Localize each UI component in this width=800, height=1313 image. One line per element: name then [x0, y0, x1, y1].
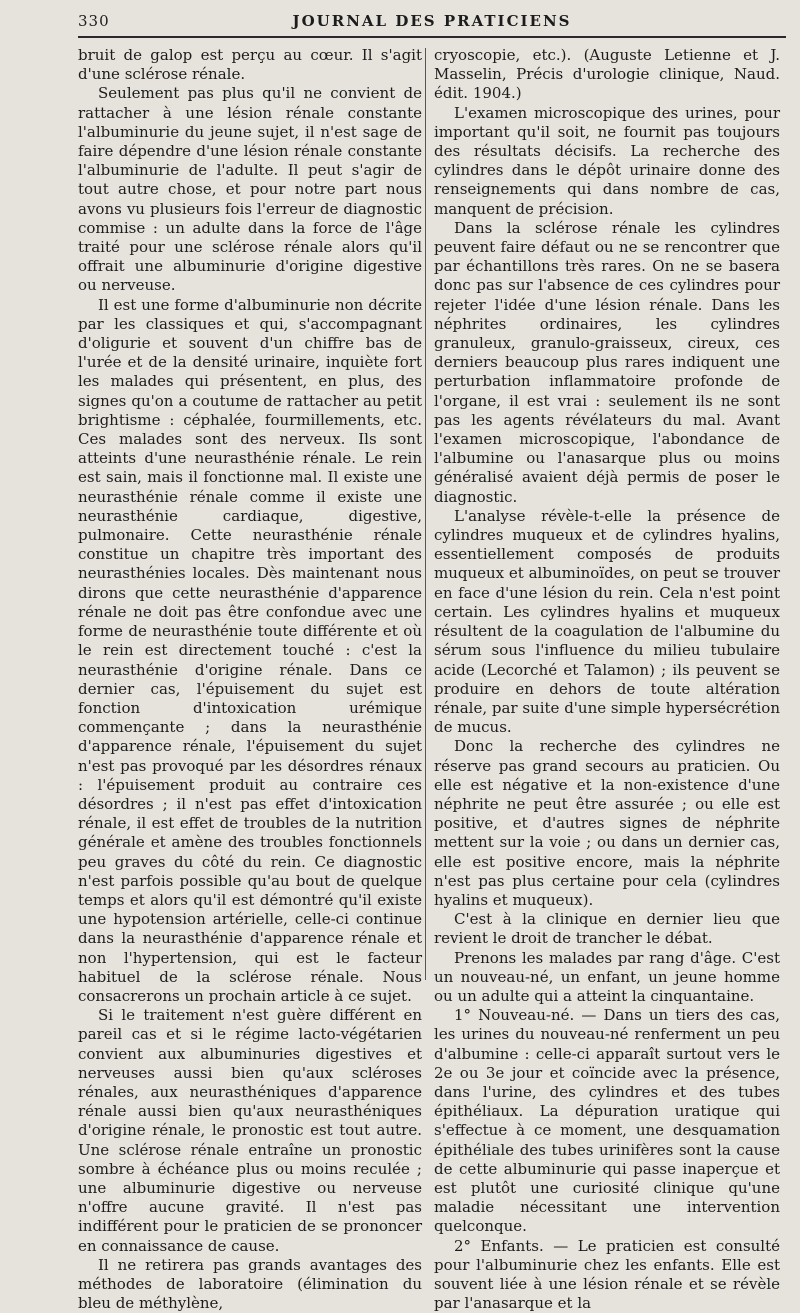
- paragraph: C'est à la clinique en dernier lieu que revient le droit de trancher le débat.: [434, 910, 780, 948]
- paragraph: cryoscopie, etc.). (Auguste Letienne et J. Masselin, Précis d'urologie clinique, Naud. édit. 1904.): [434, 46, 780, 103]
- paragraph: L'analyse révèle-t-elle la présence de cylindres muqueux et de cylindres hyalins, essentiellement composés de produits muqueux et albuminoïdes, on peut se trouver en face d'une lésion du rein. Cela n'est point certain. Les cylindres hyalins et muqueux résultent de la coagulation de l'albumine du sérum sous l'influence du milieu tubulaire acide (Lecorché et Talamon) ; ils peuvent se produire en dehors de toute altération rénale, par suite d'une simple hypersécrétion de mucus.: [434, 506, 780, 737]
- paragraph: Prenons les malades par rang d'âge. C'est un nouveau-né, un enfant, un jeune homme ou un adulte qui a atteint la cinquantaine.: [434, 948, 780, 1005]
- column-divider: [425, 48, 426, 980]
- paragraph: Il est une forme d'albuminurie non décrite par les classiques et qui, s'accompagnant d'oligurie et souvent d'un chiffre bas de l'urée et de la densité urinaire, inquiète fort les malades qui présentent, en plus, des signes qu'on a coutume de rattacher au petit brightisme : céphalée, fourmillements, etc. Ces malades sont des nerveux. Ils sont atteints d'une neurasthénie rénale. Le rein est sain, mais il fonctionne mal. Il existe une neurasthénie rénale comme il existe une neurasthénie cardiaque, digestive, pulmonaire. Cette neurasthénie rénale constitue un chapitre très important des neurasthénies locales. Dès maintenant nous dirons que cette neurasthénie d'apparence rénale ne doit pas être confondue avec une forme de neurasthénie toute différente et où le rein est directement touché : c'est la neurasthénie d'origine rénale. Dans ce dernier cas, l'épuisement du sujet est fonction d'intoxication urémique commençante ; dans la neurasthénie d'apparence rénale, l'épuisement du sujet n'est pas provoqué par les désordres rénaux : l'épuisement produit au contraire ces désordres ; il n'est pas effet d'intoxication rénale, il est effet de troubles de la nutrition générale et amène des troubles fonctionnels peu graves du côté du rein. Ce diagnostic n'est parfois possible qu'au bout de quelque temps et alors qu'il est démontré qu'il existe une hypotension artérielle, celle-ci continue dans la neurasthénie d'apparence rénale et non l'hypertension, qui est le facteur habituel de la sclérose rénale. Nous consacrerons un prochain article à ce sujet.: [78, 295, 422, 1005]
- paragraph: bruit de galop est perçu au cœur. Il s'agit d'une sclérose rénale.: [78, 46, 422, 84]
- paragraph: 1° Nouveau-né. — Dans un tiers des cas, les urines du nouveau-né renferment un peu d'albumine : celle-ci apparaît surtout vers le 2e ou 3e jour et coïncide avec la présence, dans l'urine, des cylindres et des tubes épithéliaux. La dépuration uratique qui s'effectue à ce moment, une desquamation épithéliale des tubes urinifères sont la cause de cette albuminurie qui passe inaperçue et est plutôt une curiosité clinique qu'une maladie nécessitant une intervention quelconque.: [434, 1006, 780, 1236]
- paragraph: Il ne retirera pas grands avantages des méthodes de laboratoire (élimination du bleu de méthylène,: [78, 1255, 422, 1313]
- left-column: [78, 46, 422, 1313]
- paragraph: Dans la sclérose rénale les cylindres peuvent faire défaut ou ne se rencontrer que par échantillons très rares. On ne se basera donc pas sur l'absence de ces cylindres pour rejeter l'idée d'une lésion rénale. Dans les néphrites ordinaires, les cylindres granuleux, granulo-graisseux, cireux, ces derniers beaucoup plus rares indiquent une perturbation inflammatoire profonde de l'organe, il est vrai : seulement ils ne sont pas les agents révélateurs du mal. Avant l'examen microscopique, l'abondance de l'albumine ou l'anasarque plus ou moins généralisé avaient déjà permis de poser le diagnostic.: [434, 218, 780, 506]
- paragraph: Seulement pas plus qu'il ne convient de rattacher à une lésion rénale constante l'albuminurie du jeune sujet, il n'est sage de faire dépendre d'une lésion rénale constante l'albuminurie de l'adulte. Il peut s'agir de tout autre chose, et pour notre part nous avons vu plusieurs fois l'erreur de diagnostic commise : un adulte dans la force de l'âge traité pour une sclérose rénale alors qu'il offrait une albuminurie d'origine digestive ou nerveuse.: [78, 84, 422, 295]
- page-number: 330: [78, 12, 110, 30]
- paragraph: Donc la recherche des cylindres ne réserve pas grand secours au praticien. Ou elle est négative et la non-existence d'une néphrite ne peut être assurée ; ou elle est positive, et d'autres signes de néphrite mettent sur la voie ; ou dans un dernier cas, elle est positive encore, mais la néphrite n'est pas plus certaine pour cela (cylindres hyalins et muqueux).: [434, 737, 780, 909]
- journal-title: JOURNAL DES PRATICIENS: [292, 12, 572, 30]
- page-header: [78, 10, 786, 38]
- paragraph: 2° Enfants. — Le praticien est consulté pour l'albuminurie chez les enfants. Elle est souvent liée à une lésion rénale et se révèle par l'anasarque et la: [434, 1236, 780, 1313]
- paragraph: L'examen microscopique des urines, pour important qu'il soit, ne fournit pas toujours des résultats décisifs. La recherche des cylindres dans le dépôt urinaire donne des renseignements qui dans nombre de cas, manquent de précision.: [434, 103, 780, 218]
- paragraph: Si le traitement n'est guère différent en pareil cas et si le régime lacto-végétarien convient aux albuminuries digestives et nerveuses aussi bien qu'aux scléroses rénales, aux neurasthéniques d'apparence rénale aussi bien qu'aux neurasthéniques d'origine rénale, le pronostic est tout autre. Une sclérose rénale entraîne un pronostic sombre à échéance plus ou moins reculée ; une albuminurie digestive ou nerveuse n'offre aucune gravité. Il n'est pas indifférent pour le praticien de se prononcer en connaissance de cause.: [78, 1006, 422, 1255]
- right-column: [434, 46, 780, 1313]
